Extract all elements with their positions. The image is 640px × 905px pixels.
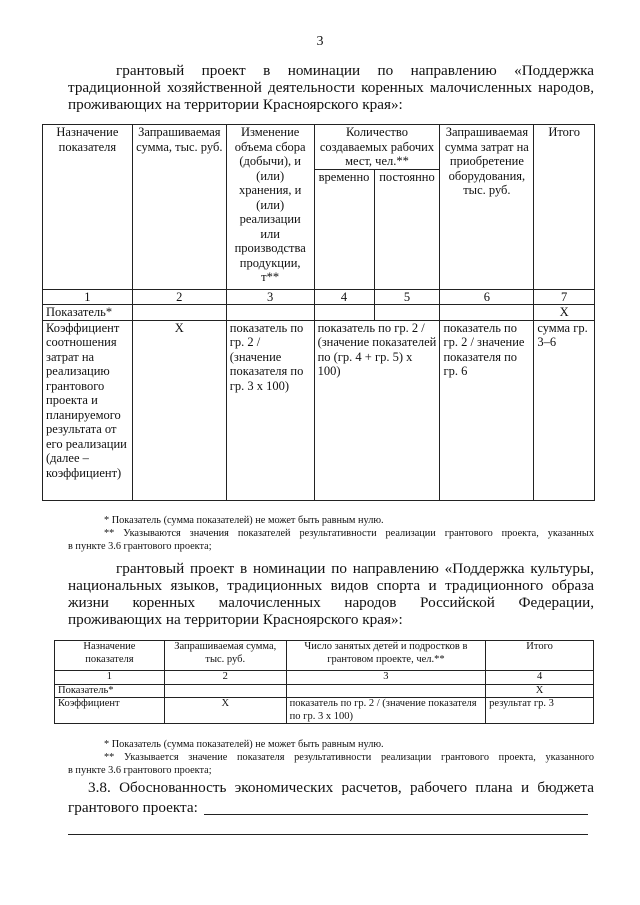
footnote-star-1: * Показатель (сумма показателей) не может быть равным нулю. <box>104 739 384 750</box>
section-3-8-subtitle: грантового проекта: <box>68 799 198 816</box>
coefficient-sum-x: X <box>164 698 286 724</box>
coefficient-label: Коэффициент <box>55 698 165 724</box>
paragraph-line: грантовый проект в номинации по направлению «Поддержка культуры, <box>116 560 594 577</box>
header-temporary: временно <box>314 169 374 289</box>
section-3-8 <box>68 778 594 818</box>
footnote-star-2: ** Указывается значение показателя результативности реализации грантового проекта, указанного <box>104 752 594 763</box>
footnotes-table-1 <box>68 514 594 553</box>
empty-cell <box>164 684 286 698</box>
column-number: 7 <box>534 289 595 305</box>
header-permanent: постоянно <box>374 169 440 289</box>
paragraph-line: традиционной хозяйственной деятельности коренных малочисленных народов, <box>68 79 594 96</box>
coefficient-label: Коэффициент соотношения затрат на реализацию грантового проекта и планируемого результата от его реализации (далее – коэффициент) <box>43 320 133 500</box>
indicator-total-x: X <box>486 684 594 698</box>
footnote-star-1: * Показатель (сумма показателей) не может быть равным нулю. <box>104 515 384 526</box>
header-total: Итого <box>486 641 594 671</box>
column-number: 1 <box>55 671 165 685</box>
coefficient-total: сумма гр. 3–6 <box>534 320 595 500</box>
indicator-total-x: X <box>534 305 595 321</box>
paragraph-line: грантовый проект в номинации по направлению «Поддержка <box>116 62 594 79</box>
empty-cell <box>132 305 226 321</box>
coefficient-total: результат гр. 3 <box>486 698 594 724</box>
fill-in-line <box>68 834 588 835</box>
coefficient-formula-equipment: показатель по гр. 2 / значение показателя по гр. 6 <box>440 320 534 500</box>
header-volume-change: Изменение объема сбора (добычи), и (или) хранения, и (или) реализации или производства продукции, т** <box>226 125 314 290</box>
empty-cell <box>226 305 314 321</box>
indicator-label: Показатель* <box>55 684 165 698</box>
header-requested-sum: Запрашиваемая сумма, тыс. руб. <box>132 125 226 290</box>
footnotes-table-2 <box>68 738 594 777</box>
indicator-table-2 <box>54 640 594 724</box>
paragraph-nomination-2 <box>68 560 594 628</box>
header-purpose: Назначение показателя <box>43 125 133 290</box>
indicator-table-1 <box>42 124 595 501</box>
header-equipment-sum: Запрашиваемая сумма затрат на приобретение оборудования, тыс. руб. <box>440 125 534 290</box>
paragraph-line: проживающих на территории Красноярского края»: <box>68 96 403 113</box>
section-3-8-title: 3.8. Обоснованность экономических расчетов, рабочего плана и бюджета <box>88 779 594 796</box>
footnote-star-2-cont: в пункте 3.6 грантового проекта; <box>68 765 212 776</box>
fill-in-line <box>204 814 588 815</box>
page-number: 3 <box>316 34 324 49</box>
column-number: 1 <box>43 289 133 305</box>
header-requested-sum: Запрашиваемая сумма, тыс. руб. <box>164 641 286 671</box>
empty-cell <box>286 684 486 698</box>
column-number: 2 <box>164 671 286 685</box>
paragraph-line: жизни коренных малочисленных народов Российской Федерации, <box>68 594 594 611</box>
column-number: 3 <box>286 671 486 685</box>
empty-cell <box>374 305 440 321</box>
column-number: 3 <box>226 289 314 305</box>
indicator-label: Показатель* <box>43 305 133 321</box>
column-number: 6 <box>440 289 534 305</box>
header-purpose: Назначение показателя <box>55 641 165 671</box>
paragraph-line: проживающих на территории Красноярского края»: <box>68 611 403 628</box>
coefficient-formula-jobs: показатель по гр. 2 / (значение показателей по (гр. 4 + гр. 5) x 100) <box>314 320 440 500</box>
column-number: 4 <box>486 671 594 685</box>
header-total: Итого <box>534 125 595 290</box>
coefficient-sum-x: X <box>132 320 226 500</box>
column-number: 5 <box>374 289 440 305</box>
footnote-star-2: ** Указываются значения показателей результативности реализации грантового проекта, указанных <box>104 528 594 539</box>
paragraph-line: национальных языков, традиционных видов спорта и традиционного образа <box>68 577 594 594</box>
header-jobs-created: Количество создаваемых рабочих мест, чел.** <box>314 125 440 170</box>
coefficient-formula-volume: показатель по гр. 2 / (значение показателя по гр. 3 x 100) <box>226 320 314 500</box>
paragraph-nomination-1 <box>68 62 594 113</box>
header-children-count: Число занятых детей и подростков в грантовом проекте, чел.** <box>286 641 486 671</box>
coefficient-formula-children: показатель по гр. 2 / (значение показателя по гр. 3 x 100) <box>286 698 486 724</box>
empty-cell <box>440 305 534 321</box>
column-number: 4 <box>314 289 374 305</box>
footnote-star-2-cont: в пункте 3.6 грантового проекта; <box>68 541 212 552</box>
column-number: 2 <box>132 289 226 305</box>
empty-cell <box>314 305 374 321</box>
